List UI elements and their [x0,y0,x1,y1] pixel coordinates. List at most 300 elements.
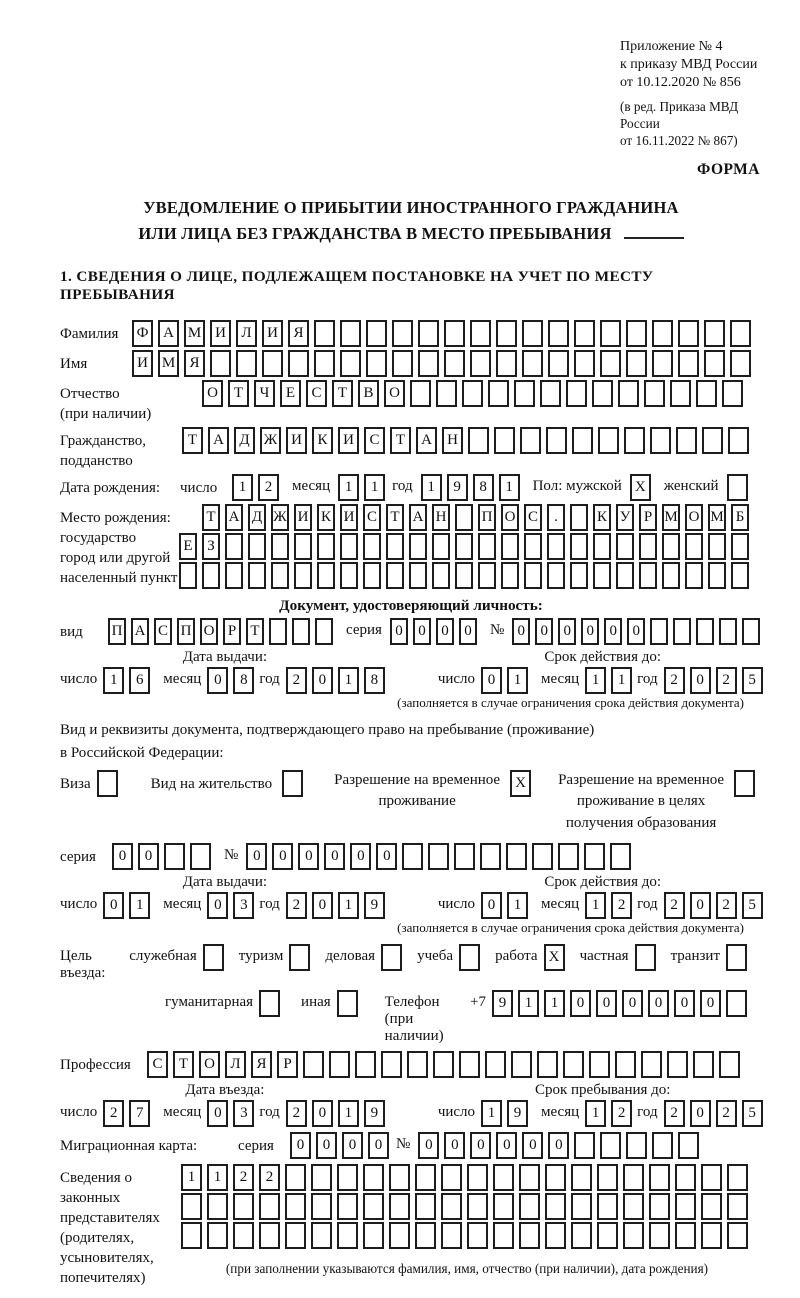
char-box[interactable]: 1 [585,667,606,694]
char-box[interactable] [506,843,527,870]
char-box[interactable]: И [294,504,312,531]
char-box[interactable]: А [131,618,149,645]
char-box[interactable]: 2 [286,1100,307,1127]
char-box[interactable] [236,350,257,377]
char-box[interactable] [459,944,480,971]
char-box[interactable] [303,1051,324,1078]
char-box[interactable] [547,562,565,589]
char-box[interactable] [233,1222,254,1249]
char-box[interactable]: 1 [207,1164,228,1191]
char-box[interactable] [340,320,361,347]
char-box[interactable]: Я [288,320,309,347]
char-box[interactable] [190,843,211,870]
char-box[interactable] [722,380,743,407]
char-box[interactable]: Я [184,350,205,377]
char-box[interactable]: 2 [286,667,307,694]
char-box[interactable] [649,1193,670,1220]
char-box[interactable] [730,350,751,377]
char-box[interactable] [574,320,595,347]
char-box[interactable] [623,1164,644,1191]
char-box[interactable] [363,1193,384,1220]
char-box[interactable]: 0 [207,892,228,919]
char-box[interactable]: 2 [611,892,632,919]
char-box[interactable] [639,562,657,589]
char-box[interactable] [467,1164,488,1191]
char-box[interactable] [314,320,335,347]
char-box[interactable]: С [524,504,542,531]
char-box[interactable] [181,1193,202,1220]
char-box[interactable]: 1 [129,892,150,919]
char-box[interactable] [289,944,310,971]
char-box[interactable]: Т [386,504,404,531]
char-box[interactable]: 0 [418,1132,439,1159]
char-box[interactable]: Ф [132,320,153,347]
char-box[interactable] [570,533,588,560]
char-box[interactable] [496,320,517,347]
char-box[interactable] [468,427,489,454]
char-box[interactable] [340,533,358,560]
char-box[interactable] [285,1193,306,1220]
char-box[interactable] [532,843,553,870]
char-box[interactable]: 1 [338,474,359,501]
char-box[interactable] [728,427,749,454]
char-box[interactable] [493,1164,514,1191]
char-box[interactable]: 0 [459,618,477,645]
char-box[interactable] [719,1051,740,1078]
char-box[interactable] [734,770,755,797]
char-box[interactable]: П [478,504,496,531]
char-box[interactable] [616,562,634,589]
char-box[interactable]: Н [442,427,463,454]
char-box[interactable] [685,562,703,589]
char-box[interactable] [337,1222,358,1249]
char-box[interactable]: 0 [138,843,159,870]
char-box[interactable] [392,350,413,377]
char-box[interactable] [315,618,333,645]
char-box[interactable] [418,350,439,377]
char-box[interactable] [455,533,473,560]
char-box[interactable] [514,380,535,407]
char-box[interactable] [248,533,266,560]
char-box[interactable] [592,380,613,407]
char-box[interactable] [355,1051,376,1078]
char-box[interactable]: 0 [316,1132,337,1159]
char-box[interactable] [415,1222,436,1249]
char-box[interactable]: 1 [481,1100,502,1127]
char-box[interactable] [494,427,515,454]
char-box[interactable] [407,1051,428,1078]
char-box[interactable] [467,1222,488,1249]
char-box[interactable]: 1 [518,990,539,1017]
char-box[interactable] [462,380,483,407]
char-box[interactable]: Р [639,504,657,531]
char-box[interactable]: Р [223,618,241,645]
char-box[interactable]: И [286,427,307,454]
char-box[interactable]: X [510,770,531,797]
char-box[interactable] [511,1051,532,1078]
char-box[interactable] [650,618,668,645]
char-box[interactable] [598,427,619,454]
char-box[interactable] [639,533,657,560]
char-box[interactable] [641,1051,662,1078]
char-box[interactable]: В [358,380,379,407]
char-box[interactable] [537,1051,558,1078]
char-box[interactable]: 1 [181,1164,202,1191]
char-box[interactable] [563,1051,584,1078]
char-box[interactable]: Т [173,1051,194,1078]
char-box[interactable] [259,990,280,1017]
char-box[interactable]: 0 [290,1132,311,1159]
char-box[interactable]: Т [332,380,353,407]
char-box[interactable] [649,1222,670,1249]
char-box[interactable]: 0 [558,618,576,645]
char-box[interactable]: Ж [271,504,289,531]
char-box[interactable] [271,562,289,589]
char-box[interactable]: 9 [364,1100,385,1127]
char-box[interactable] [618,380,639,407]
char-box[interactable]: 1 [544,990,565,1017]
char-box[interactable] [262,350,283,377]
char-box[interactable] [600,350,621,377]
char-box[interactable] [704,350,725,377]
char-box[interactable]: О [200,618,218,645]
char-box[interactable] [203,944,224,971]
char-box[interactable]: 2 [258,474,279,501]
char-box[interactable]: 0 [535,618,553,645]
char-box[interactable]: Т [228,380,249,407]
char-box[interactable] [571,1193,592,1220]
char-box[interactable]: 0 [444,1132,465,1159]
char-box[interactable]: 9 [492,990,513,1017]
char-box[interactable]: 0 [481,892,502,919]
char-box[interactable]: 0 [390,618,408,645]
char-box[interactable] [366,320,387,347]
char-box[interactable]: А [158,320,179,347]
char-box[interactable]: И [338,427,359,454]
char-box[interactable]: 0 [570,990,591,1017]
char-box[interactable]: 1 [507,667,528,694]
char-box[interactable] [662,533,680,560]
char-box[interactable] [519,1222,540,1249]
char-box[interactable]: 0 [627,618,645,645]
char-box[interactable] [288,350,309,377]
char-box[interactable]: А [225,504,243,531]
char-box[interactable]: 5 [742,1100,763,1127]
char-box[interactable] [292,618,310,645]
char-box[interactable]: М [158,350,179,377]
char-box[interactable]: 0 [648,990,669,1017]
char-box[interactable]: С [363,504,381,531]
char-box[interactable]: 0 [312,1100,333,1127]
char-box[interactable] [454,843,475,870]
char-box[interactable] [386,562,404,589]
char-box[interactable]: Е [179,533,197,560]
char-box[interactable] [470,350,491,377]
char-box[interactable]: 2 [259,1164,280,1191]
char-box[interactable]: Я [251,1051,272,1078]
char-box[interactable]: 0 [207,1100,228,1127]
char-box[interactable]: 1 [585,1100,606,1127]
char-box[interactable]: Ж [260,427,281,454]
char-box[interactable] [731,533,749,560]
char-box[interactable] [402,843,423,870]
char-box[interactable]: О [685,504,703,531]
char-box[interactable] [545,1222,566,1249]
char-box[interactable] [389,1164,410,1191]
char-box[interactable] [597,1193,618,1220]
char-box[interactable]: 0 [272,843,293,870]
char-box[interactable]: Е [280,380,301,407]
char-box[interactable] [546,427,567,454]
char-box[interactable] [571,1222,592,1249]
char-box[interactable]: 0 [700,990,721,1017]
char-box[interactable] [210,350,231,377]
char-box[interactable] [635,944,656,971]
char-box[interactable] [708,533,726,560]
char-box[interactable] [337,1193,358,1220]
char-box[interactable] [571,1164,592,1191]
char-box[interactable] [545,1164,566,1191]
char-box[interactable]: М [184,320,205,347]
char-box[interactable] [202,562,220,589]
char-box[interactable]: С [306,380,327,407]
char-box[interactable]: Д [248,504,266,531]
char-box[interactable] [727,474,748,501]
char-box[interactable] [726,944,747,971]
char-box[interactable] [181,1222,202,1249]
char-box[interactable] [164,843,185,870]
char-box[interactable] [179,562,197,589]
char-box[interactable] [340,350,361,377]
char-box[interactable] [282,770,303,797]
char-box[interactable] [392,320,413,347]
char-box[interactable]: 3 [233,892,254,919]
char-box[interactable]: П [177,618,195,645]
char-box[interactable]: 0 [112,843,133,870]
char-box[interactable]: А [416,427,437,454]
char-box[interactable]: С [364,427,385,454]
char-box[interactable] [701,1193,722,1220]
char-box[interactable] [314,350,335,377]
char-box[interactable]: Л [225,1051,246,1078]
char-box[interactable]: Б [731,504,749,531]
char-box[interactable]: З [202,533,220,560]
char-box[interactable] [593,562,611,589]
char-box[interactable]: 2 [716,1100,737,1127]
char-box[interactable] [444,320,465,347]
char-box[interactable] [719,618,737,645]
char-box[interactable] [616,533,634,560]
char-box[interactable]: . [547,504,565,531]
char-box[interactable] [701,1164,722,1191]
char-box[interactable] [678,350,699,377]
char-box[interactable]: 8 [233,667,254,694]
char-box[interactable]: М [708,504,726,531]
char-box[interactable] [329,1051,350,1078]
char-box[interactable] [597,1164,618,1191]
char-box[interactable] [363,1222,384,1249]
char-box[interactable] [488,380,509,407]
char-box[interactable]: 2 [664,667,685,694]
char-box[interactable] [381,944,402,971]
char-box[interactable]: 2 [716,892,737,919]
char-box[interactable] [311,1193,332,1220]
char-box[interactable]: 0 [622,990,643,1017]
char-box[interactable] [652,350,673,377]
char-box[interactable] [626,1132,647,1159]
char-box[interactable]: 8 [364,667,385,694]
char-box[interactable] [524,533,542,560]
char-box[interactable]: 2 [103,1100,124,1127]
char-box[interactable] [294,562,312,589]
char-box[interactable] [727,1222,748,1249]
char-box[interactable] [570,562,588,589]
char-box[interactable]: Ч [254,380,275,407]
char-box[interactable] [670,380,691,407]
char-box[interactable] [428,843,449,870]
char-box[interactable]: 0 [690,892,711,919]
char-box[interactable] [570,504,588,531]
char-box[interactable]: 5 [742,892,763,919]
char-box[interactable] [340,562,358,589]
char-box[interactable] [597,1222,618,1249]
char-box[interactable]: 6 [129,667,150,694]
char-box[interactable]: 2 [611,1100,632,1127]
char-box[interactable]: 0 [312,667,333,694]
char-box[interactable] [652,320,673,347]
char-box[interactable] [233,1193,254,1220]
char-box[interactable] [662,562,680,589]
char-box[interactable] [600,1132,621,1159]
char-box[interactable]: 9 [447,474,468,501]
char-box[interactable] [455,504,473,531]
char-box[interactable] [522,350,543,377]
char-box[interactable]: 2 [716,667,737,694]
char-box[interactable]: 2 [286,892,307,919]
char-box[interactable] [566,380,587,407]
char-box[interactable]: 0 [674,990,695,1017]
char-box[interactable]: Д [234,427,255,454]
char-box[interactable] [676,427,697,454]
char-box[interactable]: 1 [338,1100,359,1127]
char-box[interactable] [410,380,431,407]
char-box[interactable]: 9 [364,892,385,919]
char-box[interactable] [730,320,751,347]
char-box[interactable]: 1 [338,892,359,919]
char-box[interactable] [337,1164,358,1191]
char-box[interactable] [624,427,645,454]
char-box[interactable] [702,427,723,454]
char-box[interactable] [444,350,465,377]
char-box[interactable] [615,1051,636,1078]
char-box[interactable] [600,320,621,347]
char-box[interactable]: Р [277,1051,298,1078]
char-box[interactable] [459,1051,480,1078]
char-box[interactable]: О [199,1051,220,1078]
char-box[interactable] [675,1193,696,1220]
char-box[interactable] [441,1164,462,1191]
char-box[interactable] [548,350,569,377]
char-box[interactable] [225,562,243,589]
char-box[interactable] [418,320,439,347]
char-box[interactable] [207,1222,228,1249]
char-box[interactable]: К [593,504,611,531]
char-box[interactable]: О [384,380,405,407]
char-box[interactable] [572,427,593,454]
char-box[interactable] [623,1193,644,1220]
char-box[interactable] [409,562,427,589]
char-box[interactable] [522,320,543,347]
char-box[interactable] [584,843,605,870]
char-box[interactable]: Т [390,427,411,454]
char-box[interactable] [225,533,243,560]
char-box[interactable] [501,562,519,589]
char-box[interactable] [271,533,289,560]
char-box[interactable] [644,380,665,407]
char-box[interactable]: 0 [207,667,228,694]
char-box[interactable] [649,1164,670,1191]
char-box[interactable] [693,1051,714,1078]
char-box[interactable] [685,533,703,560]
char-box[interactable]: 0 [581,618,599,645]
char-box[interactable] [259,1193,280,1220]
char-box[interactable] [441,1222,462,1249]
char-box[interactable] [470,320,491,347]
char-box[interactable] [727,1193,748,1220]
char-box[interactable] [610,843,631,870]
char-box[interactable]: X [544,944,565,971]
char-box[interactable] [389,1193,410,1220]
char-box[interactable] [708,562,726,589]
char-box[interactable] [574,1132,595,1159]
char-box[interactable] [540,380,561,407]
char-box[interactable]: 0 [496,1132,517,1159]
char-box[interactable] [259,1222,280,1249]
char-box[interactable]: 0 [368,1132,389,1159]
char-box[interactable]: С [147,1051,168,1078]
char-box[interactable]: И [262,320,283,347]
char-box[interactable]: 0 [596,990,617,1017]
char-box[interactable] [436,380,457,407]
char-box[interactable]: 3 [233,1100,254,1127]
char-box[interactable] [650,427,671,454]
char-box[interactable] [433,1051,454,1078]
char-box[interactable] [493,1193,514,1220]
char-box[interactable]: 1 [507,892,528,919]
char-box[interactable]: 0 [512,618,530,645]
char-box[interactable]: 1 [499,474,520,501]
char-box[interactable] [363,562,381,589]
char-box[interactable]: 0 [246,843,267,870]
char-box[interactable]: К [317,504,335,531]
char-box[interactable] [317,533,335,560]
char-box[interactable] [317,562,335,589]
char-box[interactable] [485,1051,506,1078]
char-box[interactable]: 0 [350,843,371,870]
char-box[interactable] [675,1222,696,1249]
char-box[interactable] [696,618,714,645]
char-box[interactable] [742,618,760,645]
char-box[interactable]: 2 [664,892,685,919]
char-box[interactable] [726,990,747,1017]
char-box[interactable] [432,533,450,560]
char-box[interactable]: П [108,618,126,645]
char-box[interactable] [673,618,691,645]
char-box[interactable] [519,1193,540,1220]
char-box[interactable] [652,1132,673,1159]
char-box[interactable]: 0 [470,1132,491,1159]
char-box[interactable]: 0 [436,618,454,645]
